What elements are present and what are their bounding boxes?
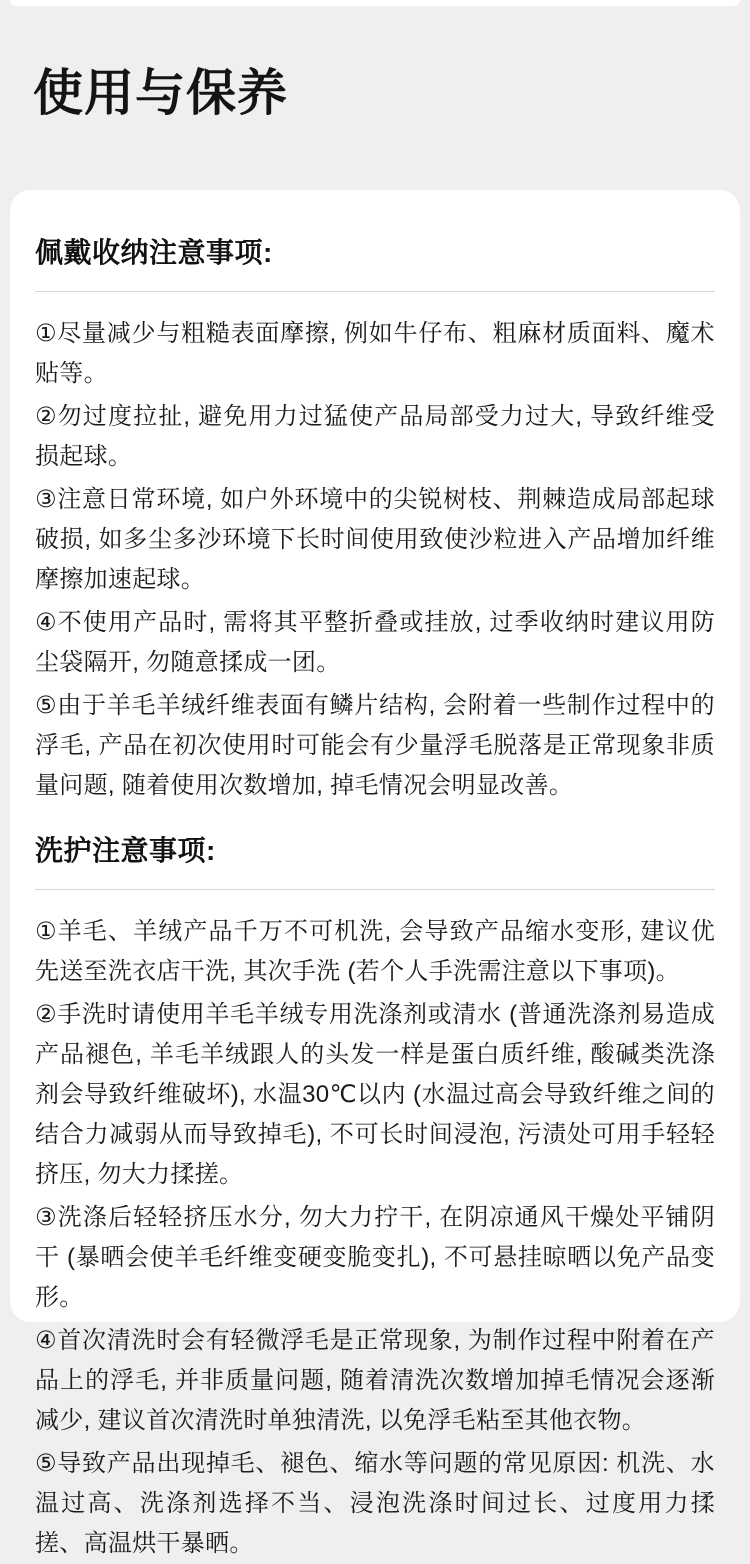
section-washing-care [35, 834, 715, 1564]
care-item: ②手洗时请使用羊毛羊绒专用洗涤剂或清水 (普通洗涤剂易造成产品褪色, 羊毛羊绒跟人的头发一样是蛋白质纤维, 酸碱类洗涤剂会导致纤维破坏), 水温30℃以内 (水温过高会导致纤维之间的结合力减弱从而导致掉毛), 不可长时间浸泡, 污渍处可用手轻轻挤压, 勿大力揉搓。 [35, 1001, 715, 1188]
page-header [0, 0, 750, 190]
care-item: ③注意日常环境, 如户外环境中的尖锐树枝、荆棘造成局部起球破损, 如多尘多沙环境下长时间使用致使沙粒进入产品增加纤维摩擦加速起球。 [35, 486, 715, 593]
section-heading: 佩戴收纳注意事项: [35, 237, 273, 268]
care-item: ①羊毛、羊绒产品千万不可机洗, 会导致产品缩水变形, 建议优先送至洗衣店干洗, 其次手洗 (若个人手洗需注意以下事项)。 [35, 918, 715, 985]
care-item: ④首次清洗时会有轻微浮毛是正常现象, 为制作过程中附着在产品上的浮毛, 并非质量问题, 随着清洗次数增加掉毛情况会逐渐减少, 建议首次清洗时单独清洗, 以免浮毛粘至其他衣物。 [35, 1327, 715, 1434]
section-divider [35, 291, 715, 292]
section-divider [35, 889, 715, 890]
section-wearing-storage [35, 236, 715, 806]
care-item: ⑤由于羊毛羊绒纤维表面有鳞片结构, 会附着一些制作过程中的浮毛, 产品在初次使用时可能会有少量浮毛脱落是正常现象非质量问题, 随着使用次数增加, 掉毛情况会明显改善。 [35, 692, 715, 799]
care-item: ③洗涤后轻轻挤压水分, 勿大力拧干, 在阴凉通风干燥处平铺阴干 (暴晒会使羊毛纤维变硬变脆变扎), 不可悬挂晾晒以免产品变形。 [35, 1204, 715, 1311]
care-item: ②勿过度拉扯, 避免用力过猛使产品局部受力过大, 导致纤维受损起球。 [35, 403, 715, 470]
care-item: ①尽量减少与粗糙表面摩擦, 例如牛仔布、粗麻材质面料、魔术贴等。 [35, 320, 715, 387]
care-item: ⑤导致产品出现掉毛、褪色、缩水等问题的常见原因: 机洗、水温过高、洗涤剂选择不当、浸泡洗涤时间过长、过度用力揉搓、高温烘干暴晒。 [35, 1450, 715, 1557]
page-title: 使用与保养 [33, 65, 288, 121]
section-heading: 洗护注意事项: [35, 835, 216, 866]
content-card [10, 190, 740, 1557]
previous-card-bottom-edge [10, 0, 740, 6]
care-item: ④不使用产品时, 需将其平整折叠或挂放, 过季收纳时建议用防尘袋隔开, 勿随意揉成一团。 [35, 609, 715, 676]
